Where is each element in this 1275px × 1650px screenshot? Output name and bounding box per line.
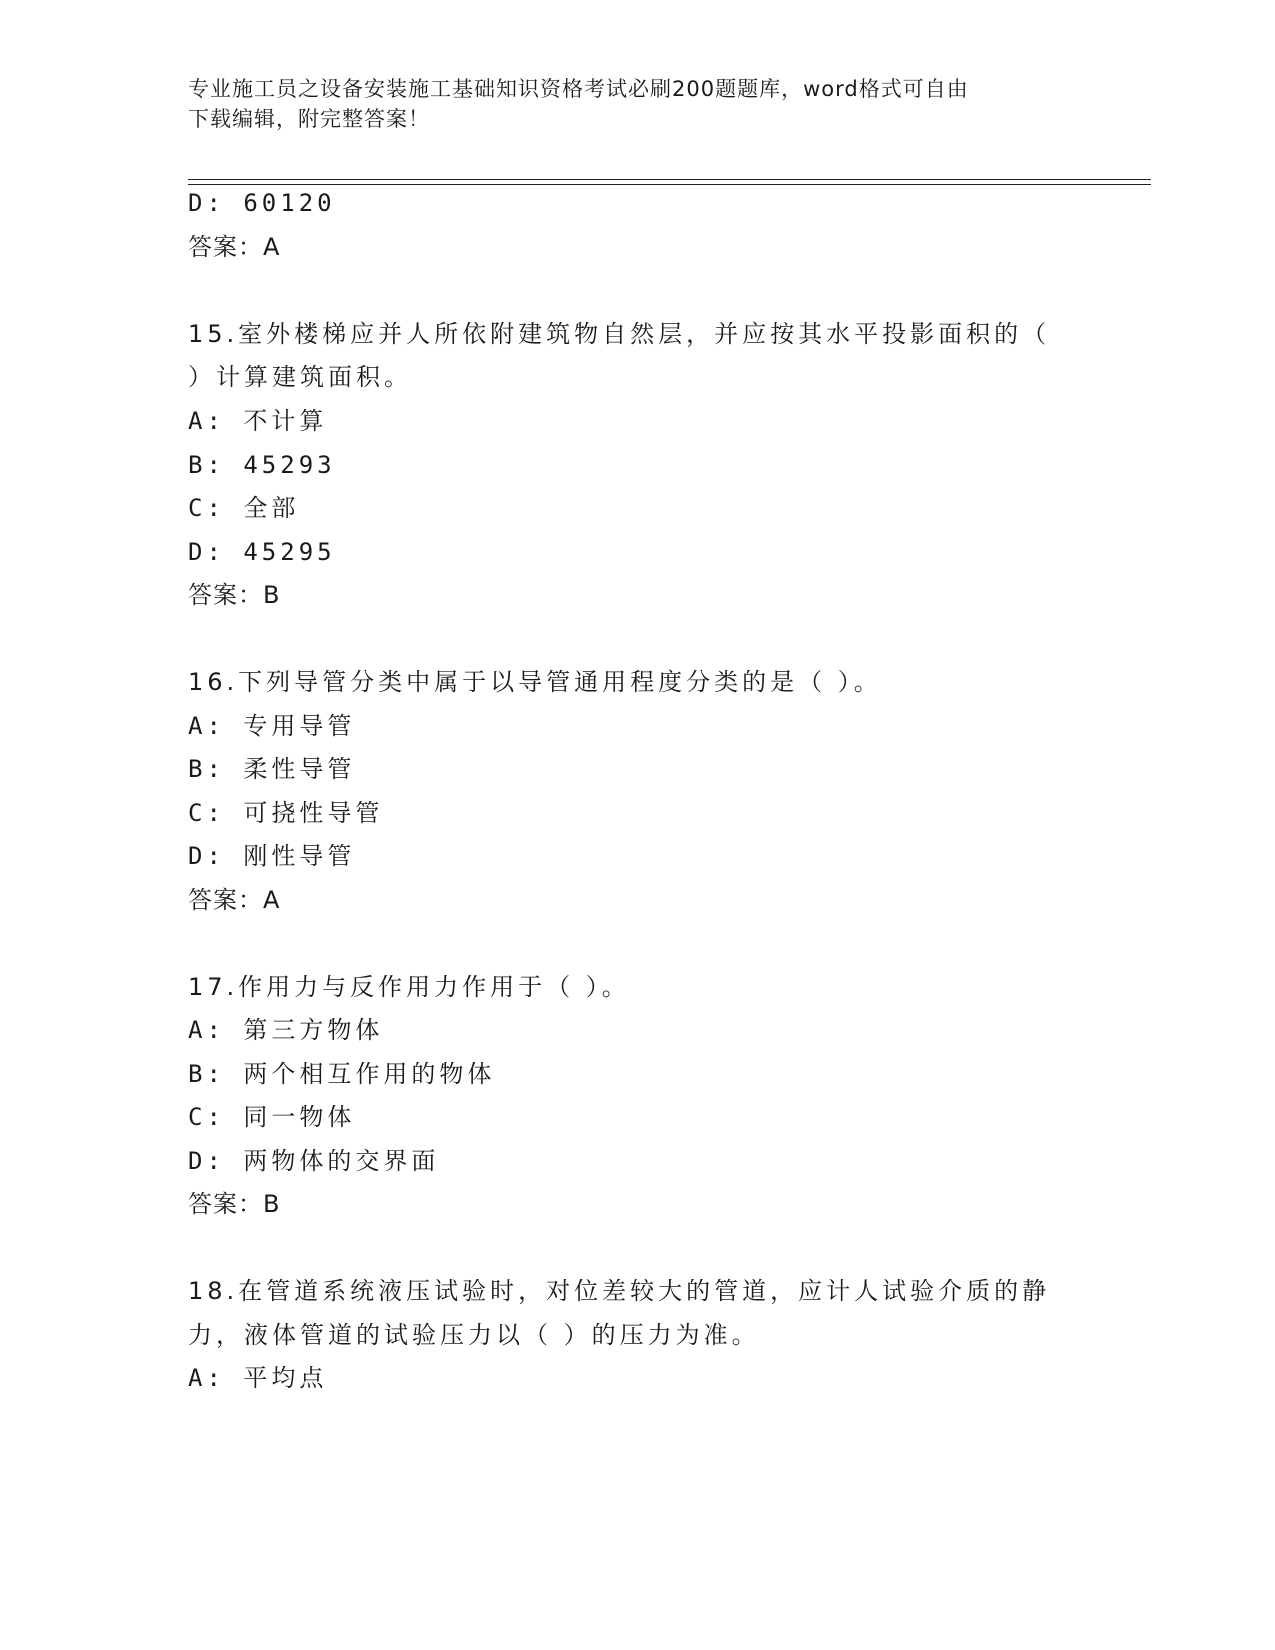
option-line: D: 两物体的交界面 — [188, 1147, 440, 1175]
document-header — [188, 74, 1068, 134]
option-line: B: 两个相互作用的物体 — [188, 1060, 496, 1088]
answer-line: 答案：A — [188, 233, 281, 261]
question-line: 18.在管道系统液压试验时，对位差较大的管道，应计人试验介质的静 — [188, 1277, 1051, 1305]
question-line: 16.下列导管分类中属于以导管通用程度分类的是（ ）。 — [188, 668, 882, 696]
header-divider-top — [188, 179, 1151, 180]
header-line-1: 专业施工员之设备安装施工基础知识资格考试必刷200题题库，word格式可自由 — [188, 77, 969, 101]
header-divider-bottom — [188, 184, 1151, 185]
question-line: ）计算建筑面积。 — [188, 363, 412, 391]
option-line: A: 不计算 — [188, 407, 328, 435]
option-line: B: 45293 — [188, 451, 336, 479]
option-line: A: 专用导管 — [188, 712, 356, 740]
option-line: A: 平均点 — [188, 1364, 328, 1392]
answer-line: 答案：B — [188, 581, 281, 609]
option-line: C: 可挠性导管 — [188, 799, 384, 827]
answer-line: 答案：B — [188, 1190, 281, 1218]
option-line: C: 全部 — [188, 494, 300, 522]
question-line: 17.作用力与反作用力作用于（ ）。 — [188, 973, 630, 1001]
option-line: D: 60120 — [188, 189, 336, 217]
question-line: 力，液体管道的试验压力以（ ）的压力为准。 — [188, 1321, 760, 1349]
option-line: B: 柔性导管 — [188, 755, 356, 783]
option-line: A: 第三方物体 — [188, 1016, 384, 1044]
answer-line: 答案：A — [188, 886, 281, 914]
question-line: 15.室外楼梯应并人所依附建筑物自然层，并应按其水平投影面积的（ — [188, 320, 1051, 348]
option-line: D: 45295 — [188, 538, 336, 566]
option-line: D: 刚性导管 — [188, 842, 356, 870]
option-line: C: 同一物体 — [188, 1103, 356, 1131]
header-line-2: 下载编辑，附完整答案！ — [188, 107, 430, 131]
